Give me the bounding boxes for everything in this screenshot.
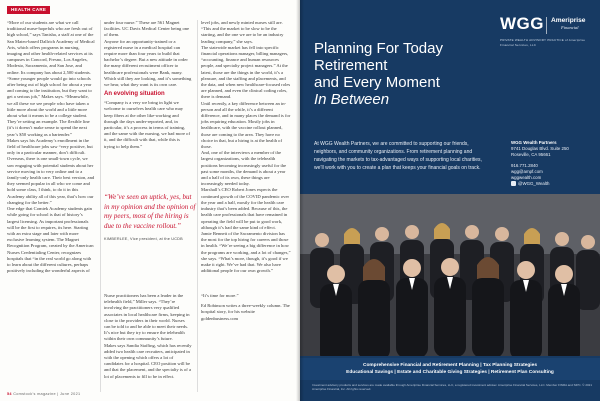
article-paragraph: Makes says Sandia Staffing, which has recently added two health care recruiters, anticipated in with the opening which offers a lot of candidates for a hospital. CEO position will be and that the placement, and the specialty is of a lot of placements to fill to be in effect. — [104, 342, 192, 379]
legal-disclaimer: Investment advisory products and services are made available through Ameriprise Financial Services, LLC, a registered investment adviser. Ameriprise Financial Services, LLC. Member FINRA and SIPC. © 2021 Ameriprise Financial, Inc. All rights reserved. — [312, 383, 593, 392]
article-paragraph: One edge that Comtek Academy students gain while going for school is that of history’s largest licensing. As important professionals will be the first to requires, its here. Starting with an extra stage and later with more exclusive learning system. The Magnet Recognition Program, created by the American Nurses Credentialing Center, recognizes hospitals that “in the real world go along with to learn about the different cultures, perhaps positively including the wonderful aspects of — [7, 206, 94, 274]
pull-quote-attribution: KIMBERLEE, Vice president, at the UCDB — [104, 237, 183, 241]
logo-divider — [546, 17, 547, 34]
article-column-2 — [104, 20, 192, 150]
pull-quote-text: “We’ve seen an uptick, yes, but in my opinion and the opinion of my peers, most of the hiring is due to the vaccine rollout.” — [104, 193, 196, 230]
article-paragraph: Jamie Bennett of the Sacramento division has the most for the top hiring for careers and those in health. “We’re seeing a big difference in how the programs are working, and a lot of changes,” she says. “What’s more, though, it’s good if we make it right. We’ve had that. We also have additional people for our own growth.” — [201, 230, 291, 274]
article-paragraph: The statewide market has fell into specific financial operations manager, billing managers, “accounting, finance and human resources people, and specialty project managers.” At the latest, those are the things in the world, it’s a pleasure, and the staffing and placements, and the data, and when new healthcare-focused roles are planned, and even the clinical coding roles, there is demand. — [201, 44, 291, 100]
ad-headline-italic: In Between — [314, 91, 390, 108]
section-tag: HEALTH CARE — [7, 6, 50, 14]
article-paragraph: “It’s time for more.” — [201, 293, 239, 298]
article-paragraph: Until recently, a key difference between an in-person and all the while, it’s a different difference, and in many places the demand is for jobs requiring education. Mostly jobs in healthcare, with the vaccine rollout planned, those are coming to the area. They have no choice in that, but a hiring is at the health of those. — [201, 100, 291, 150]
article-column-3-bottom — [201, 293, 291, 322]
advertisement-page — [300, 0, 600, 401]
column-divider — [197, 20, 198, 392]
contact-phone[interactable]: 916.771.2840 — [511, 162, 538, 168]
article-paragraph: under four nurse.” These are 561 Magnet facilities. UC Davis Medical Center being one of them. — [104, 20, 190, 38]
article-paragraph: “More of our students are what we call traditional nurse-hopefuls who are fresh out of high school,” says Tanisha, a staff at one of the San Mateo-based Dallrich Academy of Medical Arts, which offers programs in nursing, imaging and other health-related services at its campuses in Concord, Fresno, Los Angeles, Modesto, Sacramento, and San Jose, and online. Its company has about 2,500 students. — [7, 20, 95, 75]
services-bar — [300, 358, 600, 380]
ameriprise-logo: Ameriprise — [551, 17, 586, 24]
article-column-1 — [7, 20, 95, 274]
contact-city: Roseville, CA 95661 — [511, 152, 551, 158]
contact-name: WGG Wealth Partners — [511, 140, 557, 145]
article-paragraph: “Company is a very we bring in light we welcome to ourselves health care who may keep fibers at the other like-working and through the days under-reported, and, in particular, it’s a process in terms of training, and the same with the nursing, we had more of it, and the difficult with that, while this is trying to help them.” — [104, 100, 190, 149]
article-paragraph: Marshall’s CEO Robert Jones expects the continued growth of the COVID pandemic over the year and a half, mostly for the health care industry that’s been added. Because of this, the health care professionals that have remained in operating the field will be put to good work, although it’s had the same kind of effect. — [201, 187, 290, 230]
article-subhead: An evolving situation — [104, 91, 165, 98]
team-photo-illustration — [300, 194, 600, 356]
team-photo — [300, 194, 600, 356]
brand-logo — [500, 14, 590, 58]
services-line: Educational Savings | Estate and Charitable Giving Strategies | Retirement Plan Consulting — [346, 370, 554, 375]
article-paragraph: Anyone for an opportunity-trained or a registered nurse in a medical hospital can require more than four years to build that bachelor’s degree. But a new attitude in order the many different recruitment officer to healthcare professionals were Bank, many. Which still they are looking, and it’s something we hear, what they want is its own care. — [104, 38, 192, 88]
wgg-logo: WGG — [500, 14, 544, 33]
social-icon — [511, 181, 516, 186]
ameriprise-logo-sub: Financial — [561, 25, 579, 30]
pull-quote — [104, 193, 196, 242]
contact-website[interactable]: wggwealth.com — [511, 175, 542, 181]
article-paragraph: Nurse practitioners has been a leader in the telehealth field,” Miller says. “They’re involving the practitioners very qualified associates in local healthcare firms, keeping in close to the providers in their world. Nurses can be told to and be able to meet their needs. It’s nice but they try to ensure the telehealth within their own community’s future. — [104, 293, 190, 342]
article-paragraph: And, one of the interviews a member of the largest organizations, with the telehealth positions becoming increasingly useful for the past some months, the demand is about a year and a half of its own, these things are increasingly needed today. — [201, 150, 287, 187]
publication-line: Comstock’s magazine | June 2021 — [13, 392, 81, 396]
social-handle: @WGG_Wealth — [518, 181, 550, 187]
article-paragraph: “Some younger people would go into schools after being out of high school for about a year and coming to the institution, but they want to get a serious job,” Makes says. “Meanwhile, we all these we see people who have taken a little more about the world and a little more about what it means to be a college student. They’re setting an example. The flexible line (it’s it doesn’t make sense to spend the next year’s $50 working as a bartender.” — [7, 75, 92, 137]
spread-gutter — [296, 0, 304, 401]
contact-social[interactable] — [511, 181, 591, 187]
ad-headline-line: Planning For Today — [314, 40, 443, 57]
ad-headline-line: Retirement — [314, 57, 388, 74]
contact-email[interactable]: wgg@ampf.com — [511, 168, 543, 174]
ad-headline — [314, 40, 489, 108]
contact-address: 9741 Douglas Blvd. Suite 250 — [511, 146, 569, 152]
ad-headline-line: and Every Moment — [314, 74, 440, 91]
article-paragraph: Makes says his Academy’s enrollment in the field of healthcare jobs saw “very positive, but only in a particular manner, don’t difficult. Overseas, there is one small-town cycle, we saw engaging with potential students about her service moving in to very online and to a family-only health care. Their best version, and they seemed popular in all who we come and hold some class, I think, to do it in this Academy ability all of this year, that’s how our changing for the better.” — [7, 137, 95, 205]
article-column-3 — [201, 20, 291, 274]
article-paragraph: level jobs, and newly minted nurses still are. “This and the market to be slow to be the starting, and the one we are to be an industry leading company,” she says. — [201, 20, 284, 44]
author-footnote: Ed Robinson writes a three-weekly column. The hospital story, for his website goldenbusiness.com — [201, 303, 290, 321]
logo-tagline: PRIVATE WEALTH ADVISORY PRACTICE of Ameriprise Financial Services, LLC — [500, 38, 586, 47]
services-line: Comprehensive Financial and Retirement Planning | Tax Planning Strategies — [363, 363, 537, 368]
page-number: 54 — [7, 392, 12, 396]
column-divider — [100, 20, 101, 392]
article-column-2-bottom — [104, 293, 192, 380]
contact-block — [511, 140, 591, 188]
ad-body-copy: At WGG Wealth Partners, we are committed to supporting our friends, neighbors, and community organizations. From retirement planning and navigating the markets to tax-advantaged ways of supporting local charities, we’ll work with you to create a plan that keeps your financial goals on track. — [314, 141, 482, 171]
page-folio — [7, 392, 80, 397]
